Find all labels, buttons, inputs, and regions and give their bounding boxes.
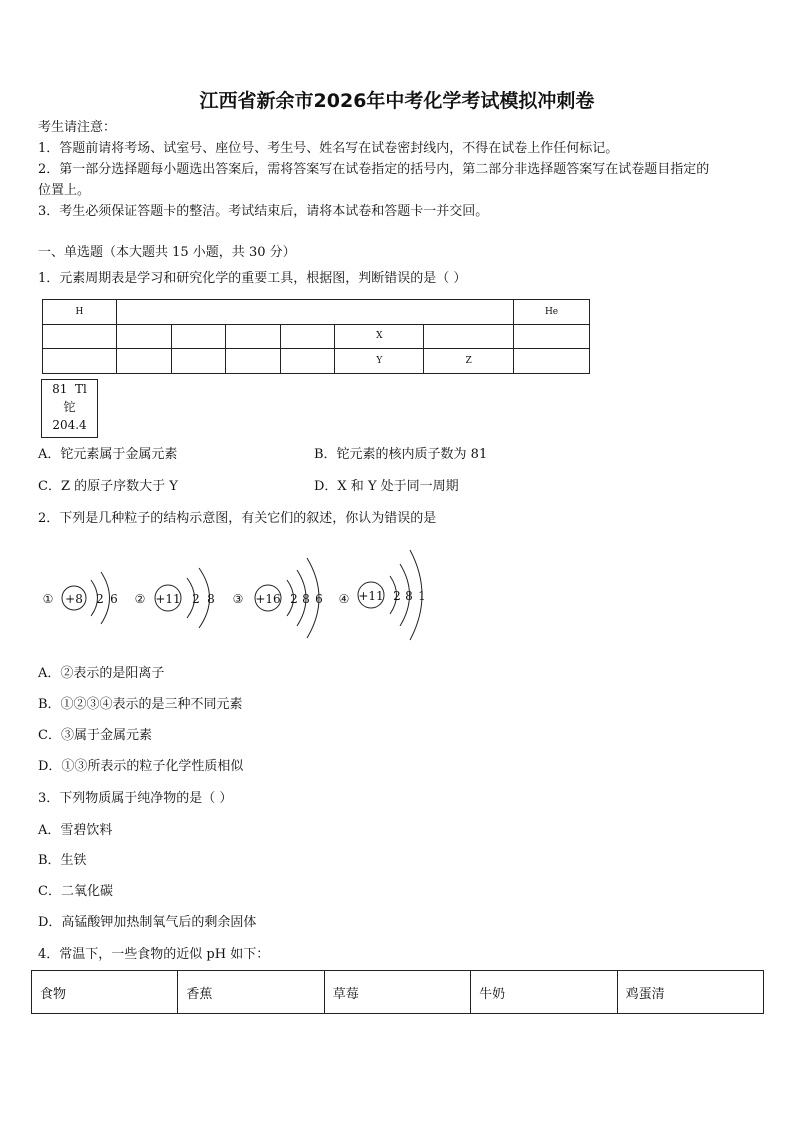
particle-label: ④ <box>338 592 350 606</box>
question-3-stem: 3．下列物质属于纯净物的是（ ） <box>38 791 233 806</box>
shell-electrons: 2 <box>393 589 401 603</box>
atomic-structure-diagrams <box>36 540 436 655</box>
section-heading: 一、单选题（本大题共 15 小题，共 30 分） <box>38 245 296 260</box>
element-name: 铊 <box>63 400 76 414</box>
question-2-stem: 2．下列是几种粒子的结构示意图，有关它们的叙述，你认为错误的是 <box>38 511 437 526</box>
q2-option-d[interactable]: D．①③所表示的粒子化学性质相似 <box>38 759 244 774</box>
shell-electrons: 8 <box>302 592 310 606</box>
cell <box>514 349 590 374</box>
particle-label: ② <box>134 592 146 606</box>
notice-item: 位置上。 <box>38 183 91 198</box>
table-header-cell: 香蕉 <box>178 971 324 1014</box>
shell-electrons: 8 <box>207 592 215 606</box>
notice-item: 3．考生必须保证答题卡的整洁。考试结束后，请将本试卷和答题卡一并交回。 <box>38 204 489 219</box>
cell-Z: Z <box>424 349 514 374</box>
shell-electrons: 1 <box>418 589 426 603</box>
shell-electrons: 2 <box>192 592 200 606</box>
q3-option-d[interactable]: D．高锰酸钾加热制氧气后的剩余固体 <box>38 915 257 930</box>
cell-He: He <box>514 300 590 325</box>
cell-H: H <box>43 300 117 325</box>
cell <box>225 349 280 374</box>
cell-gap <box>116 300 513 325</box>
cell <box>280 324 335 349</box>
element-symbol: Tl <box>75 382 87 396</box>
table-header-cell: 食物 <box>32 971 178 1014</box>
q1-option-a[interactable]: A．铊元素属于金属元素 <box>38 447 178 462</box>
cell <box>424 324 514 349</box>
cell <box>43 324 117 349</box>
table-header-cell: 牛奶 <box>471 971 617 1014</box>
table-header-cell: 鸡蛋清 <box>617 971 763 1014</box>
nucleus-charge: +8 <box>65 592 83 606</box>
shell-electrons: 2 <box>290 592 298 606</box>
shell-electrons: 6 <box>315 592 323 606</box>
cell-X: X <box>335 324 424 349</box>
cell-Y: Y <box>335 349 424 374</box>
nucleus-charge: +16 <box>255 592 281 606</box>
notice-heading: 考生请注意： <box>38 120 117 135</box>
notice-item: 2．第一部分选择题每小题选出答案后，需将答案写在试卷指定的括号内，第二部分非选择题答案写在试卷题目指定的 <box>38 162 710 177</box>
q3-option-c[interactable]: C．二氧化碳 <box>38 884 113 899</box>
shell-electrons: 6 <box>110 592 118 606</box>
nucleus-charge: +11 <box>358 589 384 603</box>
question-4-stem: 4．常温下，一些食物的近似 pH 如下： <box>38 947 270 962</box>
notice-item: 1．答题前请将考场、试室号、座位号、考生号、姓名写在试卷密封线内，不得在试卷上作任何标记。 <box>38 141 619 156</box>
atomic-mass: 204.4 <box>52 418 87 432</box>
q2-option-c[interactable]: C．③属于金属元素 <box>38 728 152 743</box>
q1-option-d[interactable]: D．X 和 Y 处于同一周期 <box>314 479 459 494</box>
q1-option-b[interactable]: B．铊元素的核内质子数为 81 <box>314 447 488 462</box>
element-card-thallium <box>41 379 98 438</box>
particle-label: ① <box>42 592 54 606</box>
shell-electrons: 2 <box>96 592 104 606</box>
particle-label: ③ <box>232 592 244 606</box>
q1-option-c[interactable]: C．Z 的原子序数大于 Y <box>38 479 178 494</box>
q2-option-b[interactable]: B．①②③④表示的是三种不同元素 <box>38 697 243 712</box>
cell <box>171 324 225 349</box>
cell <box>43 349 117 374</box>
question-1-stem: 1．元素周期表是学习和研究化学的重要工具，根据图，判断错误的是（ ） <box>38 271 467 286</box>
shell-electrons: 8 <box>405 589 413 603</box>
q3-option-a[interactable]: A．雪碧饮料 <box>38 823 113 838</box>
food-ph-table <box>31 970 764 1014</box>
cell <box>116 349 171 374</box>
page-title: 江西省新余市2026年中考化学考试模拟冲刺卷 <box>199 90 595 112</box>
periodic-table-excerpt <box>42 299 590 374</box>
nucleus-charge: +11 <box>155 592 181 606</box>
table-header-cell: 草莓 <box>324 971 470 1014</box>
cell <box>280 349 335 374</box>
q3-option-b[interactable]: B．生铁 <box>38 853 87 868</box>
q2-option-a[interactable]: A．②表示的是阳离子 <box>38 666 165 681</box>
cell <box>514 324 590 349</box>
cell <box>171 349 225 374</box>
atomic-number: 81 <box>52 382 68 396</box>
cell <box>225 324 280 349</box>
cell <box>116 324 171 349</box>
